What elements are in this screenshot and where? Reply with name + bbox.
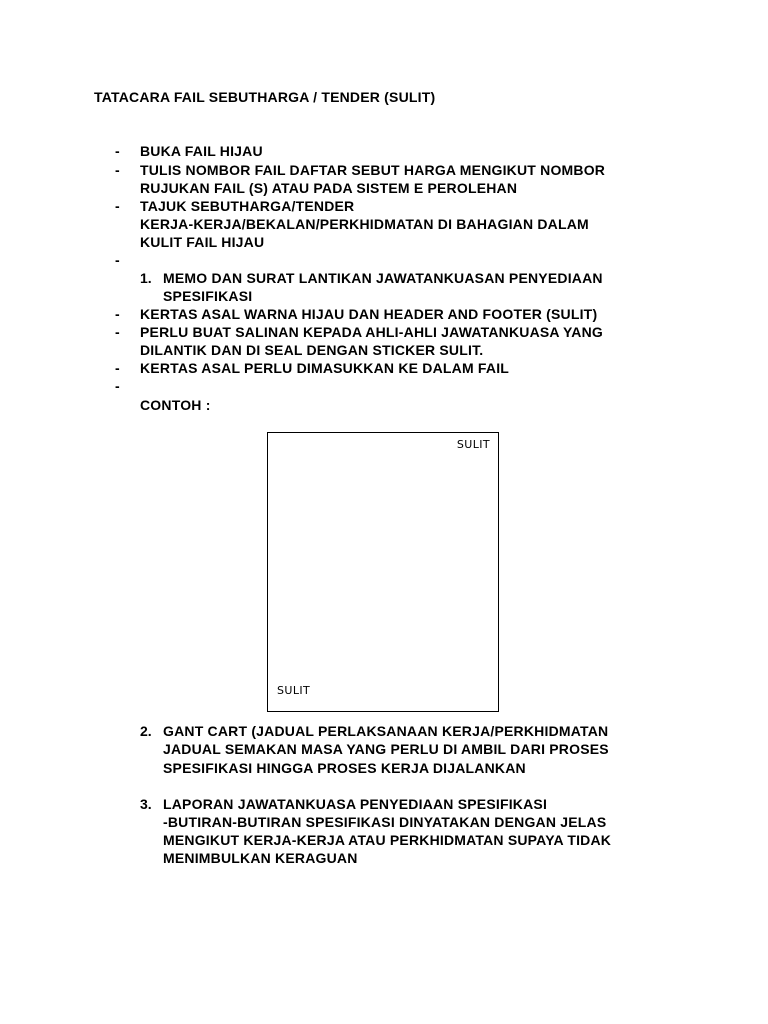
- item-2-line-3: SPESIFIKASI HINGGA PROSES KERJA DIJALANKAN: [163, 760, 526, 776]
- bullet-dash: -: [115, 306, 120, 322]
- document-title: TATACARA FAIL SEBUTHARGA / TENDER (SULIT): [94, 89, 436, 105]
- bullet-dash: -: [115, 378, 120, 394]
- bullet-make-copies-line-1: PERLU BUAT SALINAN KEPADA AHLI-AHLI JAWATANKUASA YANG: [140, 324, 604, 340]
- item-1-number: 1.: [140, 270, 152, 286]
- bullet-original-paper: KERTAS ASAL WARNA HIJAU DAN HEADER AND FOOTER (SULIT): [140, 306, 598, 322]
- item-2-number: 2.: [140, 723, 152, 739]
- example-label: CONTOH :: [140, 397, 211, 413]
- item-3-line-2: -BUTIRAN-BUTIRAN SPESIFIKASI DINYATAKAN DENGAN JELAS: [163, 814, 607, 830]
- item-3-line-4: MENIMBULKAN KERAGUAN: [163, 850, 358, 866]
- bullet-open-green-file: BUKA FAIL HIJAU: [140, 143, 263, 159]
- example-page-box: [267, 432, 499, 712]
- bullet-make-copies-line-2: DILANTIK DAN DI SEAL DENGAN STICKER SULIT.: [140, 342, 484, 358]
- item-3-number: 3.: [140, 796, 152, 812]
- bullet-dash: -: [115, 198, 120, 214]
- bullet-write-file-number-line-2: RUJUKAN FAIL (S) ATAU PADA SISTEM E PEROLEHAN: [140, 180, 518, 196]
- item-1-line-1: MEMO DAN SURAT LANTIKAN JAWATANKUASAN PENYEDIAAN: [163, 270, 603, 286]
- item-1-line-2: SPESIFIKASI: [163, 288, 253, 304]
- bullet-quotation-title-line-2: KERJA-KERJA/BEKALAN/PERKHIDMATAN DI BAHAGIAN DALAM: [140, 216, 589, 232]
- bullet-write-file-number-line-1: TULIS NOMBOR FAIL DAFTAR SEBUT HARGA MENGIKUT NOMBOR: [140, 162, 606, 178]
- bullet-dash: -: [115, 324, 120, 340]
- example-header-label: SULIT: [456, 438, 490, 451]
- bullet-dash: -: [115, 162, 120, 178]
- bullet-dash: -: [115, 252, 120, 268]
- item-2-line-1: GANT CART (JADUAL PERLAKSANAAN KERJA/PERKHIDMATAN: [163, 723, 609, 739]
- bullet-quotation-title-line-1: TAJUK SEBUTHARGA/TENDER: [140, 198, 355, 214]
- bullet-quotation-title-line-3: KULIT FAIL HIJAU: [140, 234, 265, 250]
- bullet-put-in-file: KERTAS ASAL PERLU DIMASUKKAN KE DALAM FAIL: [140, 360, 510, 376]
- example-footer-label: SULIT: [277, 684, 311, 697]
- item-2-line-2: JADUAL SEMAKAN MASA YANG PERLU DI AMBIL DARI PROSES: [163, 741, 609, 757]
- item-3-line-3: MENGIKUT KERJA-KERJA ATAU PERKHIDMATAN SUPAYA TIDAK: [163, 832, 612, 848]
- item-3-line-1: LAPORAN JAWATANKUASA PENYEDIAAN SPESIFIKASI: [163, 796, 548, 812]
- bullet-dash: -: [115, 143, 120, 159]
- bullet-dash: -: [115, 360, 120, 376]
